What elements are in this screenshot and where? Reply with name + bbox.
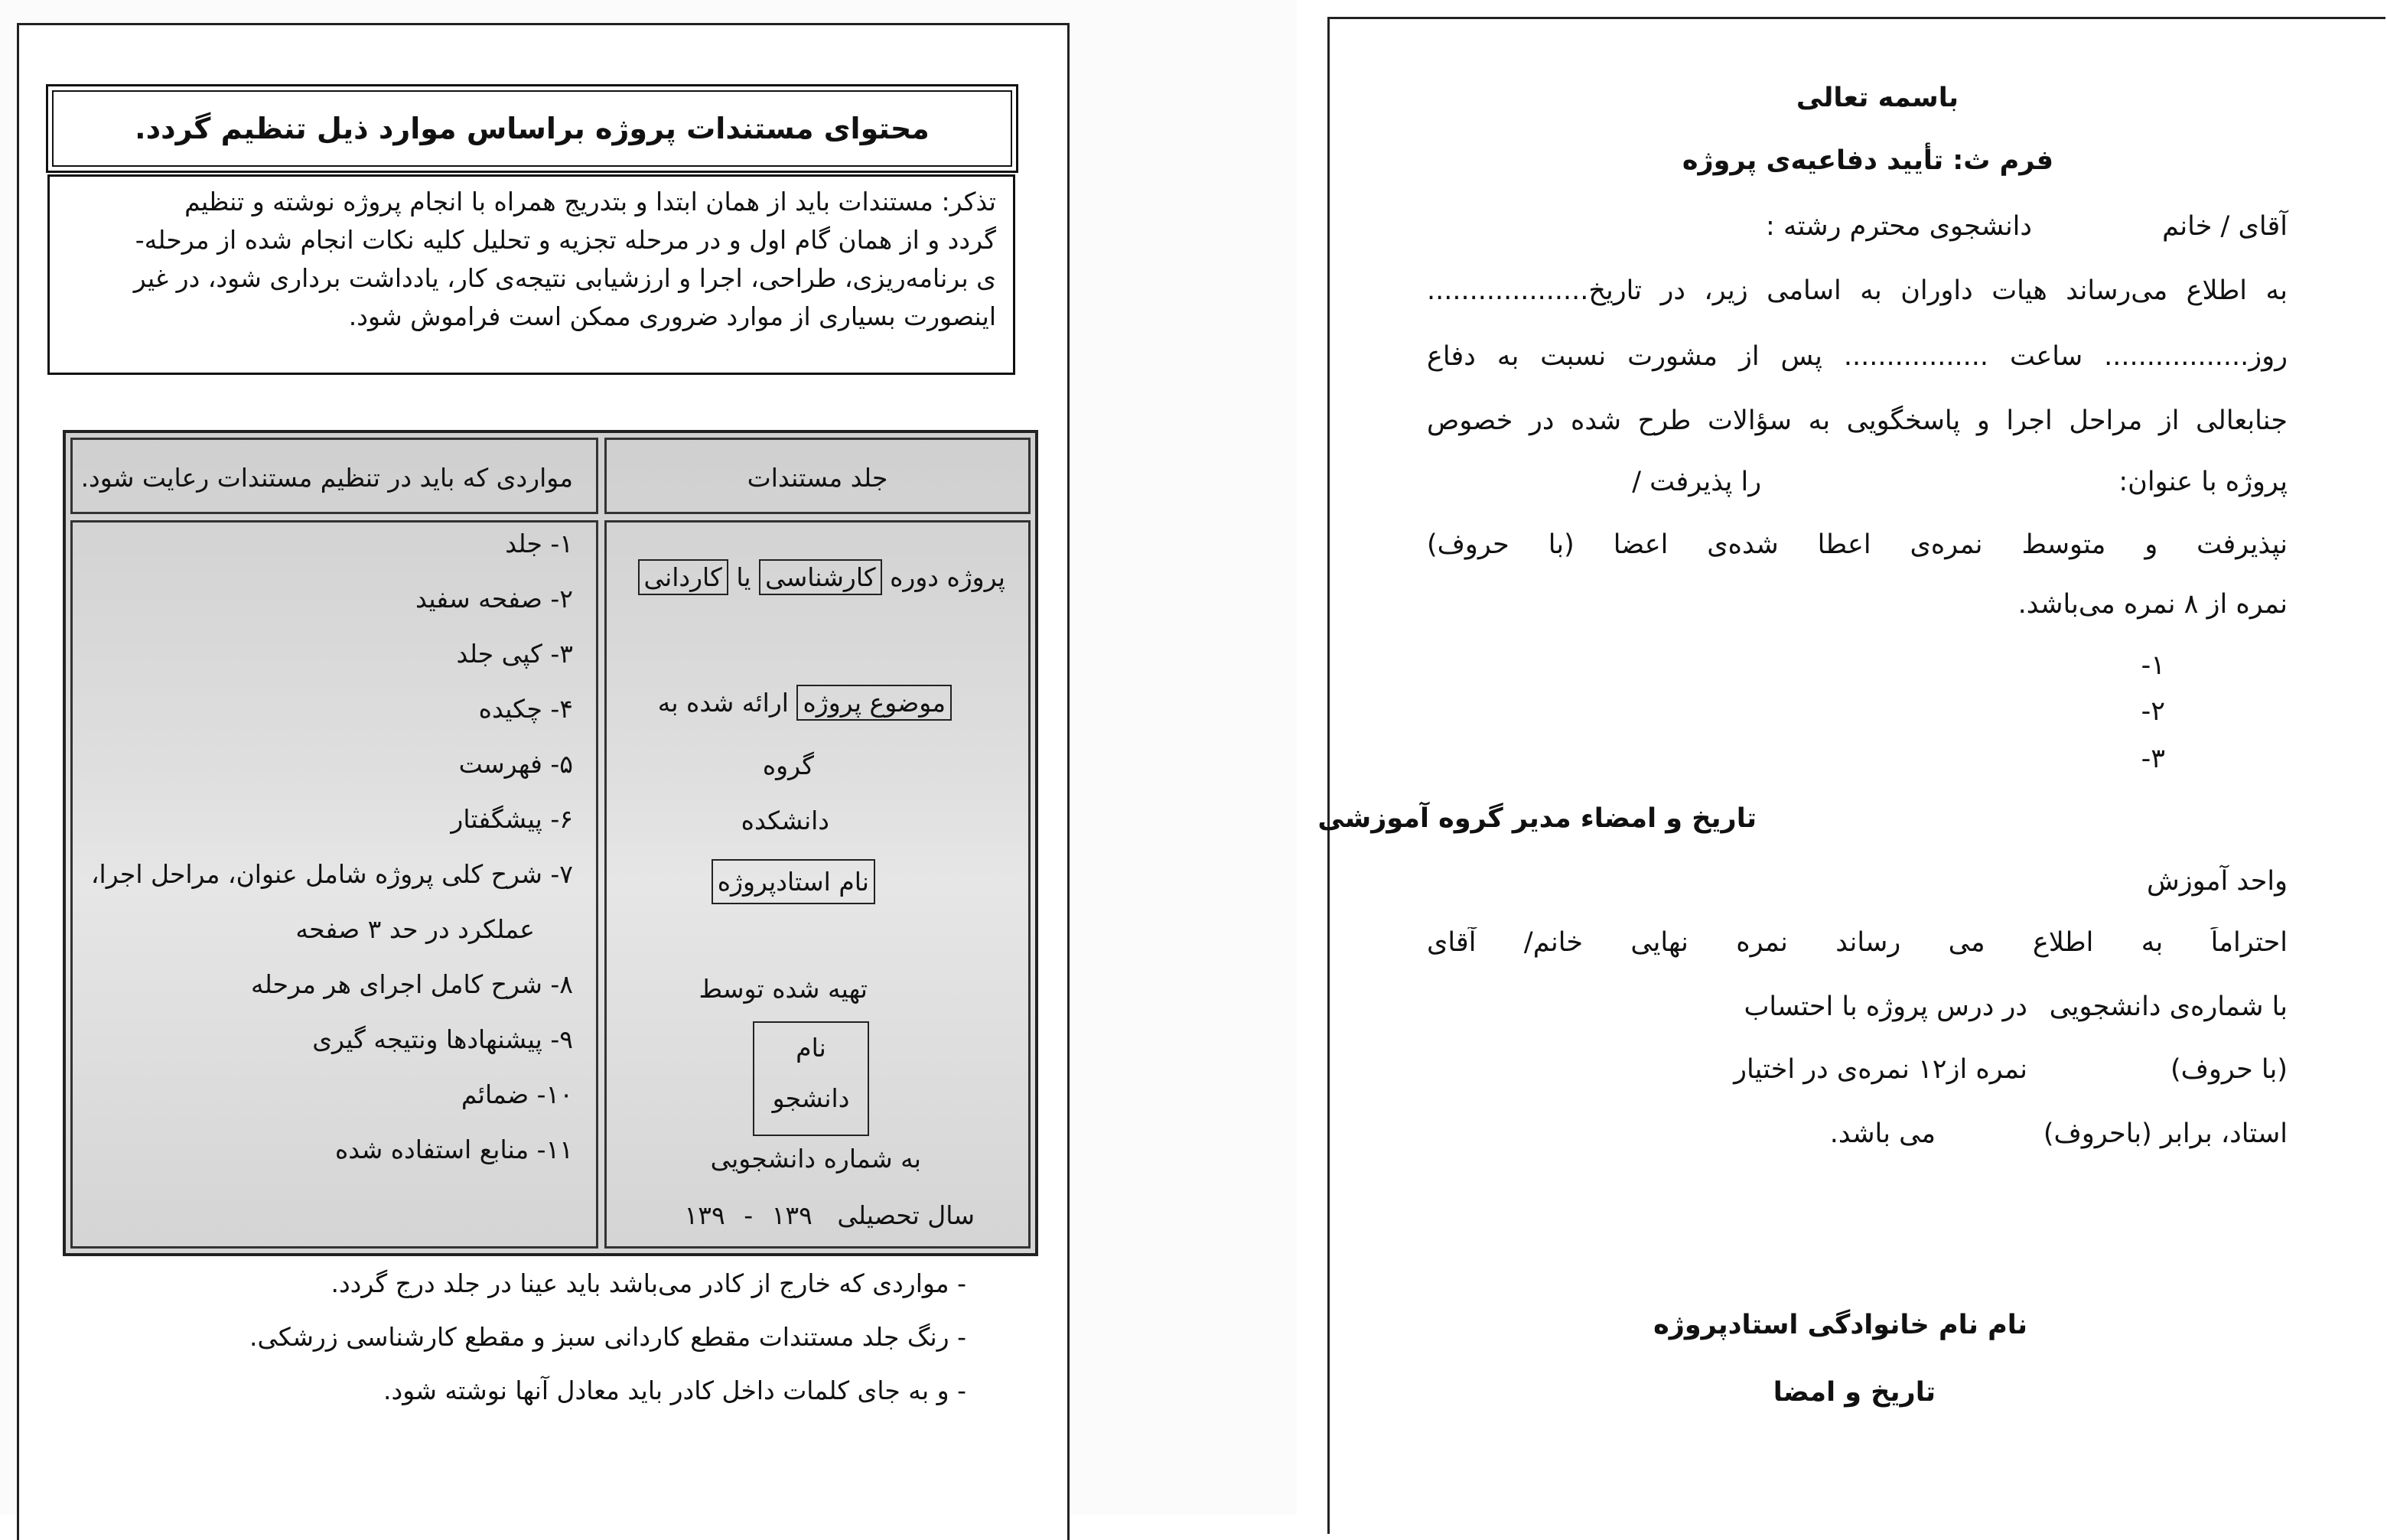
footnote: - مواردی که خارج از کادر می‌باشد باید عینا در جلد درج گردد. [331,1268,966,1298]
right-page-frame [1327,17,2385,1534]
member-line: -۱ [2141,650,2165,681]
note-box [47,174,1015,375]
defense-line: جنابعالی از مراحل اجرا و پاسخگویی به سؤالات طرح شده در خصوص [1427,405,2288,436]
cover-prepared-by: تهیه شده توسط [699,974,868,1004]
in-letters-label: (با حروف) [2170,1054,2288,1085]
cover-academic-year-line [685,1200,975,1230]
cover-academic-year-dash: - [744,1200,754,1230]
cover-supervisor-line [712,859,875,904]
supervisor-name: نام نام خانوادگی استادپروژه [1653,1310,2027,1340]
cover-header: جلد مستندات [747,463,888,493]
cover-header-cell [604,438,1031,514]
rule-item: ۷- شرح کلی پروژه شامل عنوان، مراحل اجرا، [90,859,573,889]
member-line: -۳ [2141,744,2165,774]
defense-line: به اطلاع می‌رساند هیات داوران به اسامی زیر، در تاریخ................... [1427,275,2288,306]
rule-item: عملکرد در حد ۳ صفحه [295,914,535,944]
defense-line: روز................. ساعت ................. پس از مشورت نسبت به دفاع [1427,341,2288,372]
score-of-12-label: نمره از۱۲ نمره‌ی در اختیار [1734,1054,2027,1085]
cover-topic-line [658,685,952,721]
cover-project-course: پروژه دوره [890,562,1005,592]
student-field: دانشجوی محترم رشته : [1766,211,2032,242]
cover-academic-year-label: سال تحصیلی [837,1200,975,1230]
is-label: می باشد. [1829,1118,1936,1149]
education-unit: واحد آموزش [2147,866,2288,897]
final-score-line: احتراماً به اطلاع می رساند نمره نهایی خانم/ آقای [1427,927,2288,958]
note-line: اینصورت بسیاری از موارد ضروری ممکن است فراموش شود. [348,301,996,331]
supervisor-equal-label: استاد، برابر (باحروف) [2043,1118,2288,1149]
cover-supervisor-box: نام استادپروژه [712,859,875,904]
documentation-heading: محتوای مستندات پروژه براساس موارد ذیل تنظیم گردد. [46,84,1018,173]
rule-item: ۲- صفحه سفید [415,584,573,614]
rule-item: ۴- چکیده [478,694,573,724]
cover-student-box [753,1021,869,1136]
cover-topic-box: موضوع پروژه [796,685,952,721]
rule-item: ۱۱- منابع استفاده شده [334,1135,573,1164]
course-project-label: در درس پروژه با احتساب [1744,991,2027,1022]
student-number-label: با شماره‌ی دانشجویی [2049,991,2288,1022]
rule-item: ۸- شرح کامل اجرای هر مرحله [251,969,573,999]
cover-associate-box: کاردانی [638,559,728,595]
rule-item: ۹- پیشنهادها ونتیجه گیری [312,1024,573,1054]
cover-sample-cell [604,520,1031,1249]
salutation: آقای / خانم [2162,211,2288,242]
cover-group: گروه [762,750,814,780]
rules-header-cell [70,438,598,514]
defense-score-line: نمره از ۸ نمره می‌باشد. [2017,589,2288,620]
bismillah: باسمه تعالی [1796,83,1959,113]
cover-academic-year-2: ۱۳۹ [684,1200,725,1230]
rule-item: ۳- کپی جلد [456,639,573,669]
cover-student-name-2: دانشجو [772,1083,850,1113]
note-line: تذکر: مستندات باید از همان ابتدا و بتدریج همراه با انجام پروژه نوشته و تنظیم [184,187,996,217]
cover-bachelor-box: کارشناسی [759,559,882,595]
head-signature: تاریخ و امضاء مدیر گروه آموزشی [1317,803,1757,834]
cover-student-number: به شماره دانشجویی [710,1144,921,1174]
form-title: فرم ث: تأیید دفاعیه‌ی پروژه [1682,145,2053,176]
member-line: -۲ [2141,696,2165,727]
rules-list-cell [70,520,598,1249]
right-page [1297,0,2387,1515]
cover-or: یا [736,562,751,592]
rules-header: مواردی که باید در تنظیم مستندات رعایت شود. [80,463,573,493]
note-line: گردد و از همان گام اول و در مرحله تجزیه و تحلیل کلیه نکات انجام شده از مرحله- [135,225,996,255]
note-line: ی برنامه‌ریزی، طراحی، اجرا و ارزشیابی نتیجه‌ی کار، یادداشت برداری شود، در غیر [133,263,996,293]
defense-line: پروژه با عنوان: را پذیرفت / [1632,467,2288,497]
cover-student-name-1: نام [796,1033,826,1063]
cover-presented-to: ارائه شده به [657,688,789,718]
rule-item: ۵- فهرست [458,749,573,779]
cover-academic-year-1: ۱۳۹ [771,1200,812,1230]
cover-course-line [638,559,1005,595]
rule-item: ۱- جلد [505,529,573,558]
cover-faculty: دانشکده [741,806,829,835]
rule-item: ۱۰- ضمائم [461,1079,573,1109]
documentation-table [63,430,1038,1256]
defense-line: نپذیرفت و متوسط نمره‌ی اعطا شده‌ی اعضا (با حروف) [1427,529,2288,560]
rule-item: ۶- پیشگفتار [451,804,573,834]
date-signature: تاریخ و امضا [1773,1377,1936,1408]
footnote: - رنگ جلد مستندات مقطع کاردانی سبز و مقطع کارشناسی زرشکی. [249,1322,966,1352]
footnote: - و به جای کلمات داخل کادر باید معادل آنها نوشته شود. [383,1376,966,1405]
